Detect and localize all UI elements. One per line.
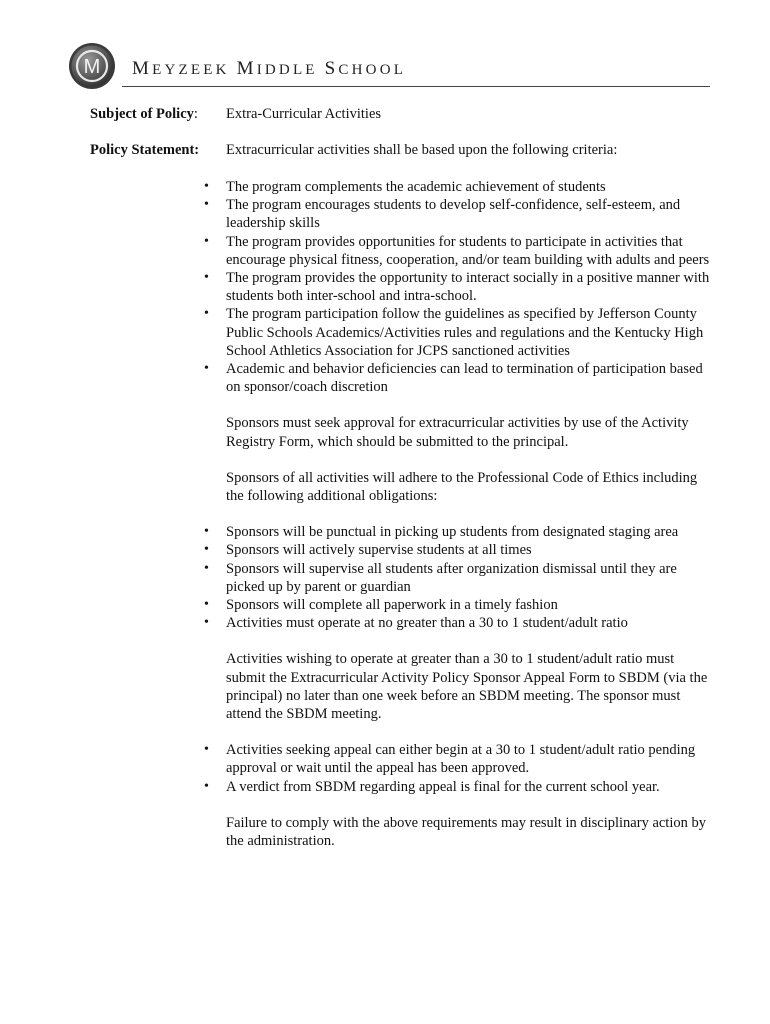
appeal-list — [226, 741, 710, 796]
list-item: • Sponsors will supervise all students after organization dismissal until they are picked up by parent or guardian — [226, 560, 710, 596]
list-item: • Sponsors will actively supervise students at all times — [226, 541, 710, 559]
list-item: • The program provides the opportunity to interact socially in a positive manner with students both inter-school and intra-school. — [226, 269, 710, 305]
list-item: • The program encourages students to develop self-confidence, self-esteem, and leadership skills — [226, 196, 710, 232]
policy-body — [226, 178, 710, 850]
approval-paragraph: Sponsors must seek approval for extracurricular activities by use of the Activity Registry Form, which should be submitted to the principal. — [226, 415, 689, 450]
list-item: • Academic and behavior deficiencies can lead to termination of participation based on sponsor/coach discretion — [226, 360, 710, 396]
list-item: • A verdict from SBDM regarding appeal is final for the current school year. — [226, 778, 710, 796]
subject-label: Subject of Policy: — [90, 106, 198, 122]
criteria-list — [226, 178, 710, 396]
school-logo-icon — [68, 42, 116, 90]
appeal-paragraph: Activities wishing to operate at greater than a 30 to 1 student/adult ratio must submit the Extracurricular Activity Policy Sponsor Appeal Form to SBDM (via the principal) no later than one week before an SBDM meeting. The sponsor must attend the SBDM meeting. — [226, 651, 708, 723]
obligations-list — [226, 523, 710, 632]
subject-value: Extra-Curricular Activities — [226, 106, 382, 122]
ethics-paragraph: Sponsors of all activities will adhere to the Professional Code of Ethics including the following additional obligations: — [226, 469, 698, 505]
list-item: • The program participation follow the guidelines as specified by Jefferson County Public Schools Academics/Activities rules and regulations and the Kentucky High School Athletics Association for JCPS sanctioned activities — [226, 305, 710, 360]
list-item: • Activities seeking appeal can either begin at a 30 to 1 student/adult ratio pending approval or wait until the appeal has been approved. — [226, 741, 710, 777]
school-name: MEYZEEK MIDDLE SCHOOL — [132, 58, 407, 79]
list-item: • Sponsors will be punctual in picking up students from designated staging area — [226, 523, 710, 541]
list-item: • The program provides opportunities for students to participate in activities that encourage physical fitness, cooperation, and/or team building with adults and peers — [226, 233, 710, 269]
statement-value: Extracurricular activities shall be based upon the following criteria: — [226, 142, 618, 158]
list-item: • Sponsors will complete all paperwork in a timely fashion — [226, 596, 710, 614]
list-item: • Activities must operate at no greater than a 30 to 1 student/adult ratio — [226, 614, 710, 632]
svg-text:M: M — [83, 56, 101, 78]
header-divider — [122, 86, 710, 87]
failure-paragraph: Failure to comply with the above requirements may result in disciplinary action by the administration. — [226, 814, 706, 850]
statement-label: Policy Statement: — [90, 142, 200, 158]
list-item: • The program complements the academic achievement of students — [226, 178, 710, 196]
